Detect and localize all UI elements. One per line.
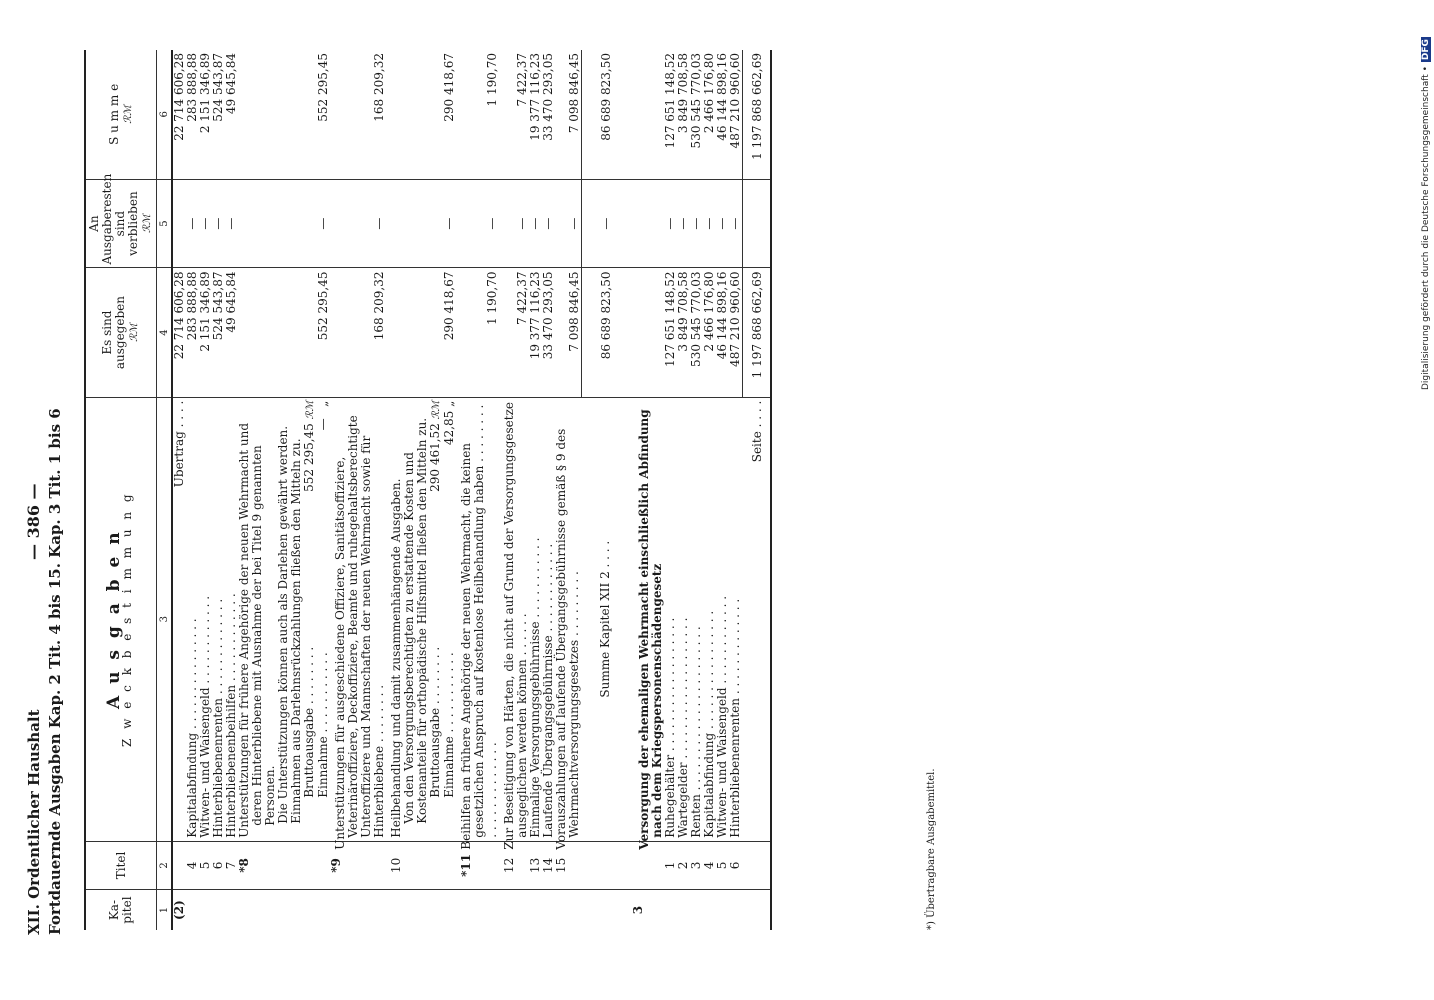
digitization-credit: Digitalisierung gefördert durch die Deutsche Forschungsgemeinschaft •DFG (1421, 39, 1431, 390)
table-row: 12 Zur Beseitigung von Härten, die nicht auf Grund der Versorgungsgesetze ausgeglichen werden können . . . . . . 7 422,37 — 7 422,37 (499, 50, 529, 930)
col-summe: S u m m e ℛℳ (85, 50, 157, 179)
page-number: — 386 — (24, 483, 43, 560)
table-row: 15 Vorauszahlungen auf laufende Übergangsgebührnisse gemäß § 9 des Wehrmachtversorgungsgesetzes . . . . . . . . . 7 098 846,45 — 7 098 846,45 (555, 50, 581, 930)
table-header-row (85, 50, 157, 930)
kapitel-3-heading-row: 3 Versorgung der ehemaligen Wehrmacht einschließlich Abfindung nach dem Kriegspersonenschädengesetz (632, 50, 664, 930)
col-ausgegeben: Es sind ausgegeben ℛℳ (85, 268, 157, 397)
footnote: *) Übertragbare Ausgabemittel. (926, 768, 937, 930)
page-header (20, 30, 86, 990)
col-ausgabereste: An Ausgaberesten sind verblieben ℛℳ (85, 179, 157, 268)
col-zweck (85, 397, 157, 841)
table-row: 7 Hinterbliebenenbeihilfen . . . . . . . . . . . . 49 645,84 — 49 645,84 (225, 50, 238, 930)
table-row: (2) Übertrag . . . . 22 714 606,28 22 714 606,28 (172, 50, 186, 930)
section-title: XII. Ordentlicher Haushalt (25, 709, 43, 935)
table-row: 6 Hinterbliebenenrenten . . . . . . . . . . . . . 524 543,87 — 524 543,87 (212, 50, 225, 930)
budget-table (84, 50, 772, 930)
dfg-logo-icon: DFG (1421, 39, 1431, 61)
table-row-titel-9: *9 Unterstützungen für ausgeschiedene Offiziere, Sanitätsoffiziere, Veterinäroffiziere, Deckoffiziere, Beamte und ruhegehaltsberechtigte Unteroffiziere und Mannschaften der neuen Wehrmacht sowie für Hinterbliebene . . . . . . . . 168 209,32 — 168 209,32 (330, 50, 386, 930)
table-row: 2 Wartegelder . . . . . . . . . . . . . . . . . . . 3 849 708,58 — 3 849 708,58 (677, 50, 690, 930)
ausgaben-heading: A u s g a b e n (104, 529, 124, 709)
section-subtitle: Fortdauernde Ausgaben Kap. 2 Tit. 4 bis 15. Kap. 3 Tit. 1 bis 6 (46, 408, 64, 935)
rotated-page (20, 30, 1410, 990)
table-row: 1 Ruhegehälter . . . . . . . . . . . . . . . . . . 127 651 148,52 — 127 651 148,52 (664, 50, 677, 930)
sum-row-kapitel-2: Summe Kapitel XII 2 . . . . 86 689 823,50 — 86 689 823,50 (581, 50, 632, 930)
table-row: 5 Witwen- und Waisengeld . . . . . . . . . . . . 2 151 346,89 — 2 151 346,89 (199, 50, 212, 930)
table-row: 5 Witwen- und Waisengeld . . . . . . . . . . . . 46 144 898,16 — 46 144 898,16 (716, 50, 729, 930)
table-row: 6 Hinterbliebenenrenten . . . . . . . . . . . . . 487 210 960,60 — 487 210 960,60 (729, 50, 743, 930)
table-row: 4 Kapitalabfindung . . . . . . . . . . . . . . . . 2 466 176,80 — 2 466 176,80 (703, 50, 716, 930)
zweck-heading: Z w e c k b e s t i m m u n g (120, 491, 134, 747)
table-row: 13 Einmalige Versorgungsgebührnisse . . . . . . . . . . . 19 377 116,23 — 19 377 116,23 (529, 50, 542, 930)
table-row-titel-8: *8 Unterstützungen für frühere Angehörige der neuen Wehrmacht und deren Hinterbliebene mit Ausnahme der bei Titel 9 genannten Personen. Die Unterstützungen können auch als Darlehen gewährt werden. Einnahmen aus Darlehnsrückzahlungen fließen den Mitteln zu. Bruttoausgabe . . . . . . . . 552 295,45 ℛℳ Einnahme . . . . . . . . . . . — „ 552 295,45 — 552 295,45 (238, 50, 330, 930)
table-row-titel-10: 10 Heilbehandlung und damit zusammenhängende Ausgaben. Von den Versorgungsberechtigten zu erstattende Kosten und Kostenanteile für orthopädische Hilfsmittel fließen den Mitteln zu. Bruttoausgabe . . . . . . . . 290 461,52 ℛℳ Einnahme . . . . . . . . . . . 42,85 „ 290 418,67 — 290 418,67 (386, 50, 456, 930)
col-titel: Titel (85, 841, 157, 889)
table-row: 3 Renten . . . . . . . . . . . . . . . . . . . . . . 530 545 770,03 — 530 545 770,03 (690, 50, 703, 930)
table-row: *11 Beihilfen an frühere Angehörige der neuen Wehrmacht, die keinen gesetzlichen Anspruch auf kostenlose Heilbehandlung haben . . . . . . . . . . . . . . . . . . . . . 1 190,70 — 1 190,70 (456, 50, 499, 930)
column-number-row: 1 2 3 4 5 6 (157, 50, 173, 930)
table-row: 4 Kapitalabfindung . . . . . . . . . . . . . . . 283 888,88 — 283 888,88 (186, 50, 199, 930)
col-kapitel: Ka- pitel (85, 890, 157, 930)
table-row: 14 Laufende Übergangsgebührnisse . . . . . . . . . . . . 33 470 293,05 — 33 470 293,05 (542, 50, 555, 930)
seite-row: Seite . . . . 1 197 868 662,69 1 197 868 662,69 (743, 50, 771, 930)
